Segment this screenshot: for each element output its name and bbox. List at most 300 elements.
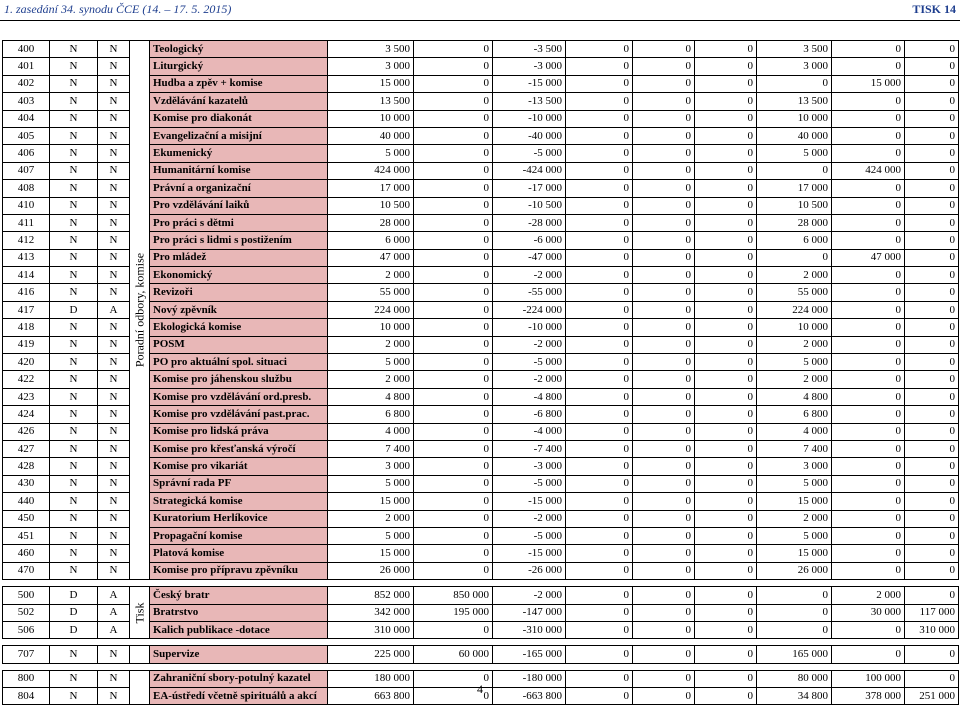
row-value-6: 0 — [695, 406, 757, 423]
row-value-3: -4 800 — [493, 388, 566, 405]
row-value-4: 0 — [566, 249, 633, 266]
row-value-3: -5 000 — [493, 475, 566, 492]
row-value-4: 0 — [566, 354, 633, 371]
row-value-9: 117 000 — [905, 604, 959, 621]
row-value-7: 3 500 — [757, 41, 832, 58]
row-value-1: 2 000 — [328, 510, 414, 527]
row-value-5: 0 — [633, 670, 695, 687]
row-flag-a: N — [50, 93, 98, 110]
row-value-2: 0 — [414, 93, 493, 110]
row-value-8: 378 000 — [832, 688, 905, 705]
row-value-9: 0 — [905, 93, 959, 110]
row-flag-a: N — [50, 197, 98, 214]
row-value-8: 0 — [832, 458, 905, 475]
row-value-9: 0 — [905, 232, 959, 249]
row-value-2: 0 — [414, 267, 493, 284]
row-value-1: 663 800 — [328, 688, 414, 705]
row-value-5: 0 — [633, 249, 695, 266]
row-value-6: 0 — [695, 604, 757, 621]
row-name: POSM — [150, 336, 328, 353]
row-value-6: 0 — [695, 646, 757, 663]
row-value-4: 0 — [566, 75, 633, 92]
row-value-5: 0 — [633, 388, 695, 405]
row-value-8: 0 — [832, 621, 905, 638]
row-value-7: 10 000 — [757, 110, 832, 127]
row-flag-b: N — [98, 41, 130, 58]
row-value-9: 0 — [905, 545, 959, 562]
row-flag-a: N — [50, 145, 98, 162]
row-value-9: 0 — [905, 214, 959, 231]
row-value-3: -15 000 — [493, 75, 566, 92]
row-flag-b: A — [98, 301, 130, 318]
row-value-5: 0 — [633, 545, 695, 562]
row-name: Zahraniční sbory-potulný kazatel — [150, 670, 328, 687]
row-value-5: 0 — [633, 145, 695, 162]
row-value-7: 5 000 — [757, 145, 832, 162]
header-session-title: 1. zasedání 34. synodu ČCE (14. – 17. 5. 2015) — [4, 2, 232, 16]
row-value-7: 6 800 — [757, 406, 832, 423]
row-code: 451 — [3, 527, 50, 544]
row-value-3: -663 800 — [493, 688, 566, 705]
row-value-9: 0 — [905, 145, 959, 162]
header-document-code: TISK 14 — [912, 2, 956, 16]
row-value-9: 0 — [905, 110, 959, 127]
row-value-1: 4 800 — [328, 388, 414, 405]
row-name: Správní rada PF — [150, 475, 328, 492]
row-code: 423 — [3, 388, 50, 405]
row-flag-a: N — [50, 319, 98, 336]
row-value-1: 5 000 — [328, 354, 414, 371]
row-value-1: 3 000 — [328, 458, 414, 475]
row-value-2: 0 — [414, 145, 493, 162]
row-flag-b: N — [98, 388, 130, 405]
row-flag-a: N — [50, 58, 98, 75]
row-code: 410 — [3, 197, 50, 214]
row-value-6: 0 — [695, 545, 757, 562]
row-name: Supervize — [150, 646, 328, 663]
row-value-8: 0 — [832, 336, 905, 353]
row-value-9: 0 — [905, 197, 959, 214]
row-value-4: 0 — [566, 527, 633, 544]
row-flag-b: N — [98, 284, 130, 301]
row-value-2: 0 — [414, 284, 493, 301]
row-flag-b: N — [98, 145, 130, 162]
row-flag-b: N — [98, 562, 130, 579]
row-name: Komise pro jáhenskou službu — [150, 371, 328, 388]
row-value-4: 0 — [566, 127, 633, 144]
row-value-8: 0 — [832, 127, 905, 144]
row-value-6: 0 — [695, 197, 757, 214]
row-value-1: 2 000 — [328, 371, 414, 388]
row-flag-a: N — [50, 493, 98, 510]
row-code: 401 — [3, 58, 50, 75]
row-flag-a: N — [50, 75, 98, 92]
row-value-4: 0 — [566, 475, 633, 492]
row-value-4: 0 — [566, 423, 633, 440]
row-code: 405 — [3, 127, 50, 144]
row-flag-a: N — [50, 458, 98, 475]
row-code: 412 — [3, 232, 50, 249]
row-flag-b: N — [98, 688, 130, 705]
row-value-3: -47 000 — [493, 249, 566, 266]
row-flag-b: A — [98, 621, 130, 638]
row-value-8: 0 — [832, 545, 905, 562]
row-value-2: 60 000 — [414, 646, 493, 663]
row-flag-b: N — [98, 475, 130, 492]
row-flag-a: N — [50, 110, 98, 127]
row-code: 804 — [3, 688, 50, 705]
row-flag-a: N — [50, 249, 98, 266]
table-row — [3, 646, 959, 663]
row-value-6: 0 — [695, 162, 757, 179]
row-value-8: 0 — [832, 180, 905, 197]
row-code: 419 — [3, 336, 50, 353]
row-value-6: 0 — [695, 371, 757, 388]
row-value-1: 5 000 — [328, 527, 414, 544]
row-value-8: 0 — [832, 527, 905, 544]
row-value-3: -5 000 — [493, 527, 566, 544]
row-code: 416 — [3, 284, 50, 301]
row-flag-b: N — [98, 458, 130, 475]
row-value-7: 0 — [757, 162, 832, 179]
row-value-3: -2 000 — [493, 371, 566, 388]
row-value-5: 0 — [633, 58, 695, 75]
row-value-5: 0 — [633, 458, 695, 475]
row-value-4: 0 — [566, 319, 633, 336]
row-value-7: 0 — [757, 621, 832, 638]
row-value-7: 10 500 — [757, 197, 832, 214]
row-flag-b: N — [98, 127, 130, 144]
row-value-1: 5 000 — [328, 145, 414, 162]
row-value-8: 0 — [832, 354, 905, 371]
row-value-2: 0 — [414, 214, 493, 231]
row-value-2: 0 — [414, 458, 493, 475]
row-value-6: 0 — [695, 75, 757, 92]
row-value-2: 0 — [414, 670, 493, 687]
row-value-2: 0 — [414, 162, 493, 179]
row-value-6: 0 — [695, 440, 757, 457]
row-value-7: 13 500 — [757, 93, 832, 110]
row-value-1: 13 500 — [328, 93, 414, 110]
row-value-3: -15 000 — [493, 493, 566, 510]
row-value-3: -5 000 — [493, 354, 566, 371]
group-label-cell — [130, 646, 150, 663]
row-value-3: -3 000 — [493, 58, 566, 75]
row-value-1: 3 000 — [328, 58, 414, 75]
row-code: 404 — [3, 110, 50, 127]
row-name: Český bratr — [150, 587, 328, 604]
row-value-3: -4 000 — [493, 423, 566, 440]
row-value-6: 0 — [695, 621, 757, 638]
row-value-3: -2 000 — [493, 510, 566, 527]
row-value-2: 0 — [414, 301, 493, 318]
row-name: Komise pro přípravu zpěvníku — [150, 562, 328, 579]
row-value-7: 4 800 — [757, 388, 832, 405]
row-value-7: 28 000 — [757, 214, 832, 231]
row-flag-a: N — [50, 214, 98, 231]
row-value-2: 0 — [414, 41, 493, 58]
row-value-3: -6 000 — [493, 232, 566, 249]
row-value-2: 0 — [414, 527, 493, 544]
row-flag-a: N — [50, 388, 98, 405]
row-value-8: 0 — [832, 267, 905, 284]
row-value-1: 6 000 — [328, 232, 414, 249]
row-value-1: 26 000 — [328, 562, 414, 579]
row-value-9: 0 — [905, 301, 959, 318]
row-value-9: 0 — [905, 562, 959, 579]
row-flag-a: N — [50, 180, 98, 197]
row-code: 800 — [3, 670, 50, 687]
row-value-4: 0 — [566, 197, 633, 214]
row-value-5: 0 — [633, 527, 695, 544]
row-value-8: 0 — [832, 440, 905, 457]
row-value-2: 195 000 — [414, 604, 493, 621]
row-code: 417 — [3, 301, 50, 318]
row-value-9: 0 — [905, 58, 959, 75]
row-value-8: 0 — [832, 284, 905, 301]
row-value-9: 0 — [905, 670, 959, 687]
row-value-1: 342 000 — [328, 604, 414, 621]
row-value-2: 0 — [414, 562, 493, 579]
row-value-4: 0 — [566, 510, 633, 527]
row-value-8: 0 — [832, 110, 905, 127]
row-value-2: 0 — [414, 423, 493, 440]
row-value-2: 0 — [414, 354, 493, 371]
row-value-5: 0 — [633, 267, 695, 284]
row-value-8: 0 — [832, 371, 905, 388]
budget-table — [2, 40, 959, 705]
row-value-7: 15 000 — [757, 493, 832, 510]
row-name: Ekologická komise — [150, 319, 328, 336]
row-code: 506 — [3, 621, 50, 638]
row-value-1: 15 000 — [328, 545, 414, 562]
row-value-4: 0 — [566, 388, 633, 405]
row-flag-a: N — [50, 670, 98, 687]
row-value-2: 850 000 — [414, 587, 493, 604]
row-value-7: 7 400 — [757, 440, 832, 457]
row-flag-b: N — [98, 162, 130, 179]
row-value-5: 0 — [633, 197, 695, 214]
row-value-3: -15 000 — [493, 545, 566, 562]
row-name: Komise pro vzdělávání past.prac. — [150, 406, 328, 423]
row-value-8: 0 — [832, 510, 905, 527]
row-value-9: 0 — [905, 458, 959, 475]
row-value-1: 6 800 — [328, 406, 414, 423]
group-label: Tisk — [132, 602, 146, 624]
row-value-7: 0 — [757, 75, 832, 92]
row-value-1: 10 000 — [328, 319, 414, 336]
row-name: Ekonomický — [150, 267, 328, 284]
row-value-1: 15 000 — [328, 75, 414, 92]
row-flag-b: N — [98, 180, 130, 197]
row-value-6: 0 — [695, 688, 757, 705]
row-value-6: 0 — [695, 388, 757, 405]
row-value-2: 0 — [414, 249, 493, 266]
row-name: Teologický — [150, 41, 328, 58]
row-value-3: -424 000 — [493, 162, 566, 179]
row-code: 428 — [3, 458, 50, 475]
row-value-2: 0 — [414, 406, 493, 423]
row-value-9: 0 — [905, 406, 959, 423]
row-value-9: 0 — [905, 127, 959, 144]
row-value-3: -3 500 — [493, 41, 566, 58]
row-name: Pro vzdělávání laiků — [150, 197, 328, 214]
row-value-7: 0 — [757, 249, 832, 266]
row-flag-a: N — [50, 371, 98, 388]
row-value-7: 5 000 — [757, 527, 832, 544]
row-value-5: 0 — [633, 510, 695, 527]
row-value-6: 0 — [695, 319, 757, 336]
row-value-3: -2 000 — [493, 267, 566, 284]
row-code: 413 — [3, 249, 50, 266]
row-value-7: 17 000 — [757, 180, 832, 197]
row-value-4: 0 — [566, 440, 633, 457]
row-value-8: 0 — [832, 646, 905, 663]
row-flag-b: N — [98, 354, 130, 371]
row-value-3: -6 800 — [493, 406, 566, 423]
row-flag-b: N — [98, 545, 130, 562]
row-code: 707 — [3, 646, 50, 663]
row-value-9: 0 — [905, 423, 959, 440]
row-value-8: 0 — [832, 319, 905, 336]
row-code: 424 — [3, 406, 50, 423]
row-value-6: 0 — [695, 301, 757, 318]
row-flag-b: A — [98, 604, 130, 621]
row-code: 402 — [3, 75, 50, 92]
row-value-8: 0 — [832, 493, 905, 510]
row-value-1: 224 000 — [328, 301, 414, 318]
row-value-9: 0 — [905, 180, 959, 197]
row-name: Pro práci s dětmi — [150, 214, 328, 231]
row-flag-b: N — [98, 423, 130, 440]
row-value-8: 47 000 — [832, 249, 905, 266]
row-name: Nový zpěvník — [150, 301, 328, 318]
row-name: Pro práci s lidmi s postižením — [150, 232, 328, 249]
table-row — [3, 41, 959, 58]
row-value-7: 34 800 — [757, 688, 832, 705]
row-value-8: 424 000 — [832, 162, 905, 179]
row-value-3: -26 000 — [493, 562, 566, 579]
row-value-2: 0 — [414, 493, 493, 510]
row-flag-b: N — [98, 75, 130, 92]
row-value-4: 0 — [566, 162, 633, 179]
row-value-6: 0 — [695, 214, 757, 231]
row-value-9: 0 — [905, 371, 959, 388]
row-name: Liturgický — [150, 58, 328, 75]
section-gap — [3, 580, 959, 587]
row-value-6: 0 — [695, 249, 757, 266]
row-code: 502 — [3, 604, 50, 621]
row-value-7: 40 000 — [757, 127, 832, 144]
row-value-9: 0 — [905, 587, 959, 604]
row-value-1: 5 000 — [328, 475, 414, 492]
row-flag-a: N — [50, 562, 98, 579]
row-value-1: 310 000 — [328, 621, 414, 638]
row-value-9: 0 — [905, 336, 959, 353]
row-value-9: 0 — [905, 646, 959, 663]
row-code: 407 — [3, 162, 50, 179]
row-value-1: 15 000 — [328, 493, 414, 510]
row-code: 430 — [3, 475, 50, 492]
row-value-4: 0 — [566, 214, 633, 231]
row-value-4: 0 — [566, 336, 633, 353]
section-gap — [3, 663, 959, 670]
row-value-7: 0 — [757, 604, 832, 621]
row-value-2: 0 — [414, 75, 493, 92]
row-value-4: 0 — [566, 93, 633, 110]
row-value-3: -165 000 — [493, 646, 566, 663]
row-value-4: 0 — [566, 406, 633, 423]
row-code: 450 — [3, 510, 50, 527]
row-value-7: 3 000 — [757, 58, 832, 75]
row-value-6: 0 — [695, 127, 757, 144]
row-value-6: 0 — [695, 110, 757, 127]
row-value-8: 0 — [832, 93, 905, 110]
row-value-5: 0 — [633, 440, 695, 457]
row-code: 403 — [3, 93, 50, 110]
row-value-8: 0 — [832, 58, 905, 75]
row-code: 440 — [3, 493, 50, 510]
row-value-3: -3 000 — [493, 458, 566, 475]
row-flag-a: N — [50, 688, 98, 705]
row-value-2: 0 — [414, 688, 493, 705]
table-row — [3, 587, 959, 604]
row-value-9: 0 — [905, 319, 959, 336]
row-value-3: -7 400 — [493, 440, 566, 457]
row-value-6: 0 — [695, 180, 757, 197]
row-value-3: -2 000 — [493, 336, 566, 353]
row-value-6: 0 — [695, 336, 757, 353]
row-flag-b: N — [98, 493, 130, 510]
row-value-2: 0 — [414, 127, 493, 144]
row-value-2: 0 — [414, 319, 493, 336]
row-value-8: 0 — [832, 301, 905, 318]
row-value-5: 0 — [633, 587, 695, 604]
row-name: Kuratorium Herlíkovice — [150, 510, 328, 527]
row-code: 406 — [3, 145, 50, 162]
row-value-2: 0 — [414, 545, 493, 562]
row-value-8: 0 — [832, 406, 905, 423]
row-value-9: 0 — [905, 388, 959, 405]
row-value-1: 3 500 — [328, 41, 414, 58]
row-code: 414 — [3, 267, 50, 284]
row-code: 427 — [3, 440, 50, 457]
row-value-8: 0 — [832, 41, 905, 58]
row-value-2: 0 — [414, 388, 493, 405]
row-name: Strategická komise — [150, 493, 328, 510]
row-value-4: 0 — [566, 180, 633, 197]
row-name: Komise pro vzdělávání ord.presb. — [150, 388, 328, 405]
row-code: 411 — [3, 214, 50, 231]
row-value-2: 0 — [414, 510, 493, 527]
row-value-6: 0 — [695, 493, 757, 510]
row-value-5: 0 — [633, 371, 695, 388]
row-value-9: 0 — [905, 475, 959, 492]
row-name: Pro mládež — [150, 249, 328, 266]
row-value-8: 15 000 — [832, 75, 905, 92]
row-flag-a: D — [50, 604, 98, 621]
row-value-5: 0 — [633, 301, 695, 318]
row-code: 460 — [3, 545, 50, 562]
row-flag-b: A — [98, 587, 130, 604]
row-value-6: 0 — [695, 458, 757, 475]
row-value-4: 0 — [566, 41, 633, 58]
row-value-9: 310 000 — [905, 621, 959, 638]
row-value-7: 2 000 — [757, 371, 832, 388]
row-value-1: 10 500 — [328, 197, 414, 214]
row-value-2: 0 — [414, 180, 493, 197]
row-name: Kalich publikace -dotace — [150, 621, 328, 638]
